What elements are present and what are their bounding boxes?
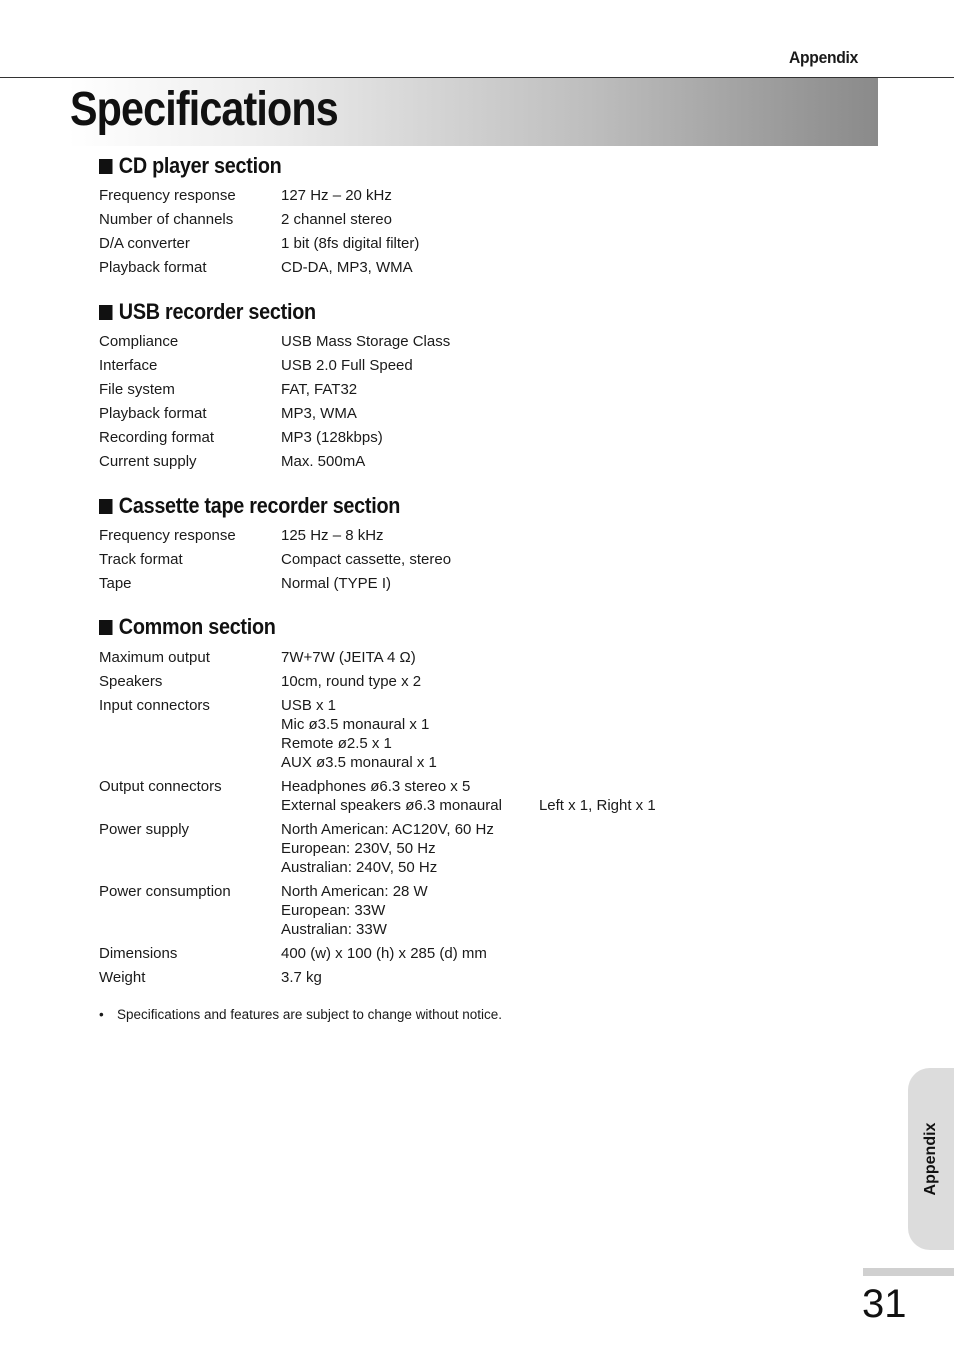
page-title: Specifications — [70, 83, 338, 136]
spec-key: Weight — [99, 969, 146, 986]
spec-key: Interface — [99, 357, 158, 374]
page-number-rule — [863, 1268, 954, 1276]
spec-key: Input connectors — [99, 697, 210, 714]
square-bullet-icon — [99, 159, 113, 174]
spec-row — [99, 186, 799, 205]
spec-value: Normal (TYPE I) — [281, 575, 392, 592]
spec-row — [99, 882, 799, 939]
spec-row — [99, 428, 799, 447]
spec-value: MP3 (128kbps) — [281, 429, 383, 446]
spec-value: 3.7 kg — [281, 969, 322, 986]
footnote — [99, 1006, 502, 1024]
spec-key: Current supply — [99, 453, 197, 470]
footnote-text: Specifications and features are subject to change without notice. — [117, 1007, 502, 1022]
spec-value: Max. 500mA — [281, 453, 366, 470]
header-appendix-label: Appendix — [788, 48, 858, 67]
spec-key: Tape — [99, 575, 132, 592]
spec-key: Speakers — [99, 673, 163, 690]
section-heading: USB recorder section — [99, 297, 729, 327]
spec-value: CD-DA, MP3, WMA — [281, 259, 413, 276]
spec-key: Power supply — [99, 821, 190, 838]
spec-value: Compact cassette, stereo — [281, 551, 452, 568]
side-tab-label: Appendix — [922, 1122, 939, 1196]
spec-value — [281, 696, 437, 772]
spec-key: Compliance — [99, 333, 179, 350]
spec-row — [99, 574, 799, 593]
cd-player-section — [99, 151, 799, 277]
square-bullet-icon — [99, 499, 113, 514]
bullet-icon: • — [99, 1007, 104, 1022]
spec-row — [99, 452, 799, 471]
spec-value: MP3, WMA — [281, 405, 357, 422]
spec-row — [99, 944, 799, 963]
spec-key: Dimensions — [99, 945, 178, 962]
square-bullet-icon — [99, 305, 113, 320]
spec-row — [99, 820, 799, 877]
spec-value — [281, 777, 656, 815]
spec-key: Output connectors — [99, 778, 222, 795]
spec-key: Recording format — [99, 429, 215, 446]
square-bullet-icon — [99, 620, 113, 635]
spec-value: FAT, FAT32 — [281, 381, 358, 398]
title-bar — [68, 78, 878, 146]
spec-value-line: Remote ø2.5 x 1 — [281, 735, 392, 752]
spec-value: 400 (w) x 100 (h) x 285 (d) mm — [281, 945, 487, 962]
spec-key: Playback format — [99, 259, 207, 276]
cassette-recorder-section — [99, 491, 799, 593]
side-tab-appendix — [908, 1068, 954, 1250]
spec-value: 125 Hz – 8 kHz — [281, 527, 384, 544]
spec-row — [99, 672, 799, 691]
spec-key: Frequency response — [99, 527, 236, 544]
page-number: 31 — [862, 1282, 907, 1326]
spec-value-line: Mic ø3.5 monaural x 1 — [281, 716, 430, 733]
spec-value — [281, 882, 428, 939]
spec-row — [99, 968, 799, 987]
spec-value-line: North American: AC120V, 60 Hz — [281, 821, 494, 838]
section-heading: Common section — [99, 612, 729, 642]
spec-row — [99, 356, 799, 375]
spec-value-line: AUX ø3.5 monaural x 1 — [281, 754, 437, 771]
spec-value-line: USB x 1 — [281, 697, 337, 714]
usb-recorder-section — [99, 297, 799, 471]
spec-value: 1 bit (8fs digital filter) — [281, 235, 420, 252]
spec-row — [99, 234, 799, 253]
spec-key: Maximum output — [99, 649, 210, 666]
spec-value: USB 2.0 Full Speed — [281, 357, 413, 374]
spec-value-line: Headphones ø6.3 stereo x 5 — [281, 778, 471, 795]
spec-row — [99, 210, 799, 229]
spec-value — [281, 820, 494, 877]
spec-key: D/A converter — [99, 235, 190, 252]
spec-value: 7W+7W (JEITA 4 Ω) — [281, 649, 416, 666]
spec-value-extra: Left x 1, Right x 1 — [538, 797, 656, 814]
spec-key: Number of channels — [99, 211, 234, 228]
spec-key: Playback format — [99, 405, 207, 422]
spec-key: Power consumption — [99, 883, 231, 900]
spec-value: 10cm, round type x 2 — [281, 673, 422, 690]
spec-row — [99, 550, 799, 569]
section-heading: CD player section — [99, 151, 729, 181]
spec-row — [99, 258, 799, 277]
spec-value-line: External speakers ø6.3 monaural Left x 1, Right x 1 — [281, 797, 656, 814]
spec-value: 127 Hz – 20 kHz — [281, 187, 392, 204]
spec-value-line: Australian: 33W — [281, 921, 387, 938]
spec-value-line: European: 33W — [281, 902, 386, 919]
spec-value: 2 channel stereo — [281, 211, 392, 228]
spec-row — [99, 380, 799, 399]
spec-value-line: European: 230V, 50 Hz — [281, 840, 436, 857]
spec-value-line: Australian: 240V, 50 Hz — [281, 859, 438, 876]
spec-value: USB Mass Storage Class — [281, 333, 451, 350]
spec-key: File system — [99, 381, 175, 398]
spec-row — [99, 648, 799, 667]
spec-key: Track format — [99, 551, 183, 568]
spec-row — [99, 332, 799, 351]
spec-row — [99, 526, 799, 545]
common-section — [99, 612, 799, 987]
spec-key: Frequency response — [99, 187, 236, 204]
spec-row — [99, 777, 799, 815]
spec-row — [99, 696, 799, 772]
section-heading: Cassette tape recorder section — [99, 491, 729, 521]
spec-value-line: North American: 28 W — [281, 883, 428, 900]
spec-row — [99, 404, 799, 423]
